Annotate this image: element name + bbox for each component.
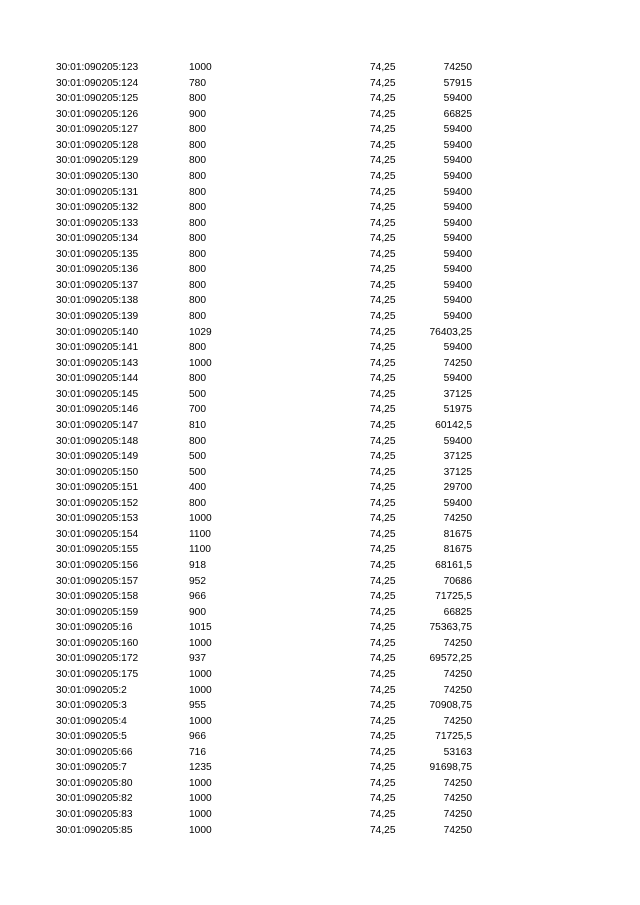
cadastral-number-cell: 30:01:090205:133 (56, 217, 139, 229)
table-row (56, 589, 476, 605)
area-cell: 800 (189, 202, 206, 214)
rate-cell: 74,25 (370, 700, 396, 712)
cadastral-number-cell: 30:01:090205:126 (56, 108, 139, 120)
table-row (56, 309, 476, 325)
table-row (56, 278, 476, 294)
rate-cell: 74,25 (370, 217, 396, 229)
rate-cell: 74,25 (370, 746, 396, 758)
cadastral-number-cell: 30:01:090205:123 (56, 62, 139, 73)
cadastral-number-cell: 30:01:090205:4 (56, 715, 127, 727)
cadastral-number-cell: 30:01:090205:85 (56, 824, 133, 836)
table-row (56, 823, 476, 839)
amount-cell: 66825 (443, 606, 472, 618)
area-cell: 1000 (189, 513, 212, 525)
rate-cell: 74,25 (370, 731, 396, 743)
area-cell: 900 (189, 108, 206, 120)
amount-cell: 74250 (443, 824, 472, 836)
area-cell: 1000 (189, 684, 212, 696)
table-row (56, 107, 476, 123)
table-row (56, 496, 476, 512)
amount-cell: 68161,5 (435, 560, 472, 571)
cadastral-number-cell: 30:01:090205:134 (56, 233, 139, 245)
table-row (56, 449, 476, 465)
amount-cell: 74250 (443, 684, 472, 696)
cadastral-number-cell: 30:01:090205:158 (56, 591, 139, 603)
area-cell: 500 (189, 451, 206, 463)
table-row (56, 200, 476, 216)
amount-cell: 66825 (443, 108, 472, 120)
area-cell: 800 (189, 295, 206, 307)
cadastral-number-cell: 30:01:090205:80 (56, 777, 133, 789)
cadastral-number-cell: 30:01:090205:139 (56, 311, 139, 322)
cadastral-number-cell: 30:01:090205:7 (56, 762, 127, 774)
rate-cell: 74,25 (370, 824, 396, 836)
cadastral-number-cell: 30:01:090205:124 (56, 77, 139, 89)
area-cell: 800 (189, 342, 206, 354)
table-row (56, 620, 476, 636)
parcel-table (56, 60, 476, 838)
rate-cell: 74,25 (370, 170, 396, 182)
area-cell: 937 (189, 653, 206, 665)
table-row (56, 511, 476, 527)
rate-cell: 74,25 (370, 762, 396, 774)
amount-cell: 59400 (443, 248, 472, 260)
amount-cell: 51975 (443, 404, 472, 416)
area-cell: 1000 (189, 668, 212, 680)
rate-cell: 74,25 (370, 777, 396, 789)
table-row (56, 791, 476, 807)
rate-cell: 74,25 (370, 108, 396, 120)
table-row (56, 574, 476, 590)
cadastral-number-cell: 30:01:090205:152 (56, 497, 139, 509)
area-cell: 1100 (189, 544, 211, 556)
cadastral-number-cell: 30:01:090205:143 (56, 357, 139, 369)
cadastral-number-cell: 30:01:090205:131 (56, 186, 139, 198)
table-row (56, 169, 476, 185)
cadastral-number-cell: 30:01:090205:129 (56, 155, 139, 167)
rate-cell: 74,25 (370, 715, 396, 727)
cadastral-number-cell: 30:01:090205:5 (56, 731, 127, 743)
amount-cell: 37125 (443, 451, 472, 463)
rate-cell: 74,25 (370, 684, 396, 696)
area-cell: 1000 (189, 793, 212, 805)
rate-cell: 74,25 (370, 326, 396, 338)
amount-cell: 81675 (443, 544, 472, 556)
area-cell: 900 (189, 606, 206, 618)
rate-cell: 74,25 (370, 202, 396, 214)
cadastral-number-cell: 30:01:090205:159 (56, 606, 139, 618)
cadastral-number-cell: 30:01:090205:136 (56, 264, 139, 276)
rate-cell: 74,25 (370, 482, 396, 494)
cadastral-number-cell: 30:01:090205:130 (56, 170, 139, 182)
table-row (56, 480, 476, 496)
table-row (56, 138, 476, 154)
amount-cell: 59400 (443, 93, 472, 105)
rate-cell: 74,25 (370, 451, 396, 463)
cadastral-number-cell: 30:01:090205:155 (56, 544, 139, 556)
area-cell: 800 (189, 170, 206, 182)
cadastral-number-cell: 30:01:090205:128 (56, 139, 139, 151)
table-row (56, 216, 476, 232)
rate-cell: 74,25 (370, 528, 396, 540)
table-row (56, 293, 476, 309)
table-row (56, 667, 476, 683)
area-cell: 800 (189, 155, 206, 167)
area-cell: 1000 (189, 777, 212, 789)
cadastral-number-cell: 30:01:090205:154 (56, 528, 139, 540)
amount-cell: 71725,5 (435, 591, 472, 603)
cadastral-number-cell: 30:01:090205:141 (56, 342, 139, 354)
cadastral-number-cell: 30:01:090205:82 (56, 793, 133, 805)
amount-cell: 59400 (443, 295, 472, 307)
table-row (56, 745, 476, 761)
rate-cell: 74,25 (370, 622, 396, 634)
amount-cell: 60142,5 (435, 419, 472, 431)
amount-cell: 29700 (443, 482, 472, 494)
area-cell: 810 (189, 419, 206, 431)
rate-cell: 74,25 (370, 62, 396, 73)
rate-cell: 74,25 (370, 388, 396, 400)
table-row (56, 683, 476, 699)
cadastral-number-cell: 30:01:090205:147 (56, 419, 139, 431)
rate-cell: 74,25 (370, 373, 396, 385)
rate-cell: 74,25 (370, 793, 396, 805)
area-cell: 1000 (189, 637, 212, 649)
amount-cell: 59400 (443, 170, 472, 182)
cadastral-number-cell: 30:01:090205:157 (56, 575, 139, 587)
area-cell: 780 (189, 77, 206, 89)
cadastral-number-cell: 30:01:090205:150 (56, 466, 139, 478)
rate-cell: 74,25 (370, 560, 396, 571)
area-cell: 716 (189, 746, 206, 758)
table-row (56, 527, 476, 543)
area-cell: 800 (189, 233, 206, 245)
rate-cell: 74,25 (370, 295, 396, 307)
table-row (56, 729, 476, 745)
cadastral-number-cell: 30:01:090205:66 (56, 746, 133, 758)
rate-cell: 74,25 (370, 342, 396, 354)
cadastral-number-cell: 30:01:090205:172 (56, 653, 139, 665)
cadastral-number-cell: 30:01:090205:144 (56, 373, 139, 385)
amount-cell: 59400 (443, 202, 472, 214)
amount-cell: 37125 (443, 388, 472, 400)
rate-cell: 74,25 (370, 357, 396, 369)
cadastral-number-cell: 30:01:090205:3 (56, 700, 127, 712)
rate-cell: 74,25 (370, 497, 396, 509)
table-row (56, 605, 476, 621)
rate-cell: 74,25 (370, 93, 396, 105)
amount-cell: 74250 (443, 637, 472, 649)
table-row (56, 247, 476, 263)
cadastral-number-cell: 30:01:090205:135 (56, 248, 139, 260)
area-cell: 1000 (189, 715, 212, 727)
rate-cell: 74,25 (370, 466, 396, 478)
amount-cell: 74250 (443, 715, 472, 727)
area-cell: 966 (189, 591, 206, 603)
area-cell: 966 (189, 731, 206, 743)
rate-cell: 74,25 (370, 279, 396, 291)
area-cell: 955 (189, 700, 206, 712)
table-row (56, 153, 476, 169)
rate-cell: 74,25 (370, 637, 396, 649)
cadastral-number-cell: 30:01:090205:125 (56, 93, 139, 105)
cadastral-number-cell: 30:01:090205:149 (56, 451, 139, 463)
area-cell: 800 (189, 124, 206, 136)
amount-cell: 76403,25 (429, 326, 472, 338)
amount-cell: 75363,75 (429, 622, 472, 634)
amount-cell: 74250 (443, 513, 472, 525)
area-cell: 800 (189, 186, 206, 198)
amount-cell: 74250 (443, 357, 472, 369)
rate-cell: 74,25 (370, 419, 396, 431)
area-cell: 800 (189, 217, 206, 229)
area-cell: 1000 (189, 809, 212, 820)
area-cell: 1015 (189, 622, 212, 634)
rate-cell: 74,25 (370, 404, 396, 416)
amount-cell: 74250 (443, 793, 472, 805)
amount-cell: 74250 (443, 809, 472, 820)
rate-cell: 74,25 (370, 544, 396, 556)
rate-cell: 74,25 (370, 606, 396, 618)
area-cell: 800 (189, 279, 206, 291)
table-row (56, 402, 476, 418)
amount-cell: 59400 (443, 497, 472, 509)
table-row (56, 387, 476, 403)
area-cell: 1000 (189, 357, 212, 369)
amount-cell: 59400 (443, 264, 472, 276)
area-cell: 800 (189, 139, 206, 151)
rate-cell: 74,25 (370, 575, 396, 587)
table-row (56, 340, 476, 356)
amount-cell: 59400 (443, 233, 472, 245)
amount-cell: 59400 (443, 124, 472, 136)
table-row (56, 122, 476, 138)
cadastral-number-cell: 30:01:090205:138 (56, 295, 139, 307)
rate-cell: 74,25 (370, 668, 396, 680)
cadastral-number-cell: 30:01:090205:16 (56, 622, 133, 634)
rate-cell: 74,25 (370, 513, 396, 525)
rate-cell: 74,25 (370, 591, 396, 603)
table-row (56, 371, 476, 387)
area-cell: 800 (189, 93, 206, 105)
area-cell: 1029 (189, 326, 212, 338)
rate-cell: 74,25 (370, 435, 396, 447)
cadastral-number-cell: 30:01:090205:153 (56, 513, 139, 525)
table-row (56, 356, 476, 372)
table-row (56, 636, 476, 652)
rate-cell: 74,25 (370, 248, 396, 260)
amount-cell: 59400 (443, 373, 472, 385)
amount-cell: 59400 (443, 155, 472, 167)
amount-cell: 59400 (443, 217, 472, 229)
cadastral-number-cell: 30:01:090205:175 (56, 668, 139, 680)
area-cell: 800 (189, 497, 206, 509)
rate-cell: 74,25 (370, 139, 396, 151)
amount-cell: 59400 (443, 435, 472, 447)
amount-cell: 37125 (443, 466, 472, 478)
table-row (56, 698, 476, 714)
table-row (56, 60, 476, 76)
area-cell: 800 (189, 248, 206, 260)
amount-cell: 59400 (443, 139, 472, 151)
table-row (56, 91, 476, 107)
area-cell: 1000 (189, 62, 212, 73)
table-row (56, 434, 476, 450)
area-cell: 400 (189, 482, 206, 494)
rate-cell: 74,25 (370, 809, 396, 820)
amount-cell: 70686 (443, 575, 472, 587)
table-row (56, 465, 476, 481)
cadastral-number-cell: 30:01:090205:145 (56, 388, 139, 400)
cadastral-number-cell: 30:01:090205:140 (56, 326, 139, 338)
area-cell: 800 (189, 311, 206, 322)
table-row (56, 542, 476, 558)
area-cell: 500 (189, 388, 206, 400)
rate-cell: 74,25 (370, 264, 396, 276)
amount-cell: 91698,75 (429, 762, 472, 774)
cadastral-number-cell: 30:01:090205:151 (56, 482, 139, 494)
table-row (56, 325, 476, 341)
table-row (56, 185, 476, 201)
area-cell: 500 (189, 466, 206, 478)
amount-cell: 59400 (443, 279, 472, 291)
amount-cell: 74250 (443, 62, 472, 73)
rate-cell: 74,25 (370, 311, 396, 322)
amount-cell: 70908,75 (429, 700, 472, 712)
rate-cell: 74,25 (370, 124, 396, 136)
table-row (56, 807, 476, 823)
table-row (56, 714, 476, 730)
rate-cell: 74,25 (370, 186, 396, 198)
area-cell: 800 (189, 264, 206, 276)
area-cell: 1235 (189, 762, 212, 774)
cadastral-number-cell: 30:01:090205:148 (56, 435, 139, 447)
rate-cell: 74,25 (370, 233, 396, 245)
area-cell: 1000 (189, 824, 212, 836)
cadastral-number-cell: 30:01:090205:146 (56, 404, 139, 416)
cadastral-number-cell: 30:01:090205:137 (56, 279, 139, 291)
table-row (56, 651, 476, 667)
cadastral-number-cell: 30:01:090205:160 (56, 637, 139, 649)
table-row (56, 776, 476, 792)
amount-cell: 69572,25 (429, 653, 472, 665)
amount-cell: 59400 (443, 342, 472, 354)
area-cell: 1100 (189, 528, 211, 540)
area-cell: 918 (189, 560, 206, 571)
amount-cell: 74250 (443, 668, 472, 680)
table-row (56, 76, 476, 92)
amount-cell: 53163 (443, 746, 472, 758)
table-row (56, 262, 476, 278)
cadastral-number-cell: 30:01:090205:132 (56, 202, 139, 214)
amount-cell: 59400 (443, 186, 472, 198)
rate-cell: 74,25 (370, 77, 396, 89)
table-row (56, 231, 476, 247)
table-row (56, 760, 476, 776)
rate-cell: 74,25 (370, 155, 396, 167)
table-row (56, 558, 476, 574)
cadastral-number-cell: 30:01:090205:156 (56, 560, 139, 571)
amount-cell: 57915 (443, 77, 472, 89)
amount-cell: 59400 (443, 311, 472, 322)
amount-cell: 71725,5 (435, 731, 472, 743)
area-cell: 952 (189, 575, 206, 587)
amount-cell: 74250 (443, 777, 472, 789)
table-row (56, 418, 476, 434)
cadastral-number-cell: 30:01:090205:2 (56, 684, 127, 696)
area-cell: 800 (189, 435, 206, 447)
area-cell: 800 (189, 373, 206, 385)
area-cell: 700 (189, 404, 206, 416)
cadastral-number-cell: 30:01:090205:83 (56, 809, 133, 820)
rate-cell: 74,25 (370, 653, 396, 665)
cadastral-number-cell: 30:01:090205:127 (56, 124, 139, 136)
amount-cell: 81675 (443, 528, 472, 540)
